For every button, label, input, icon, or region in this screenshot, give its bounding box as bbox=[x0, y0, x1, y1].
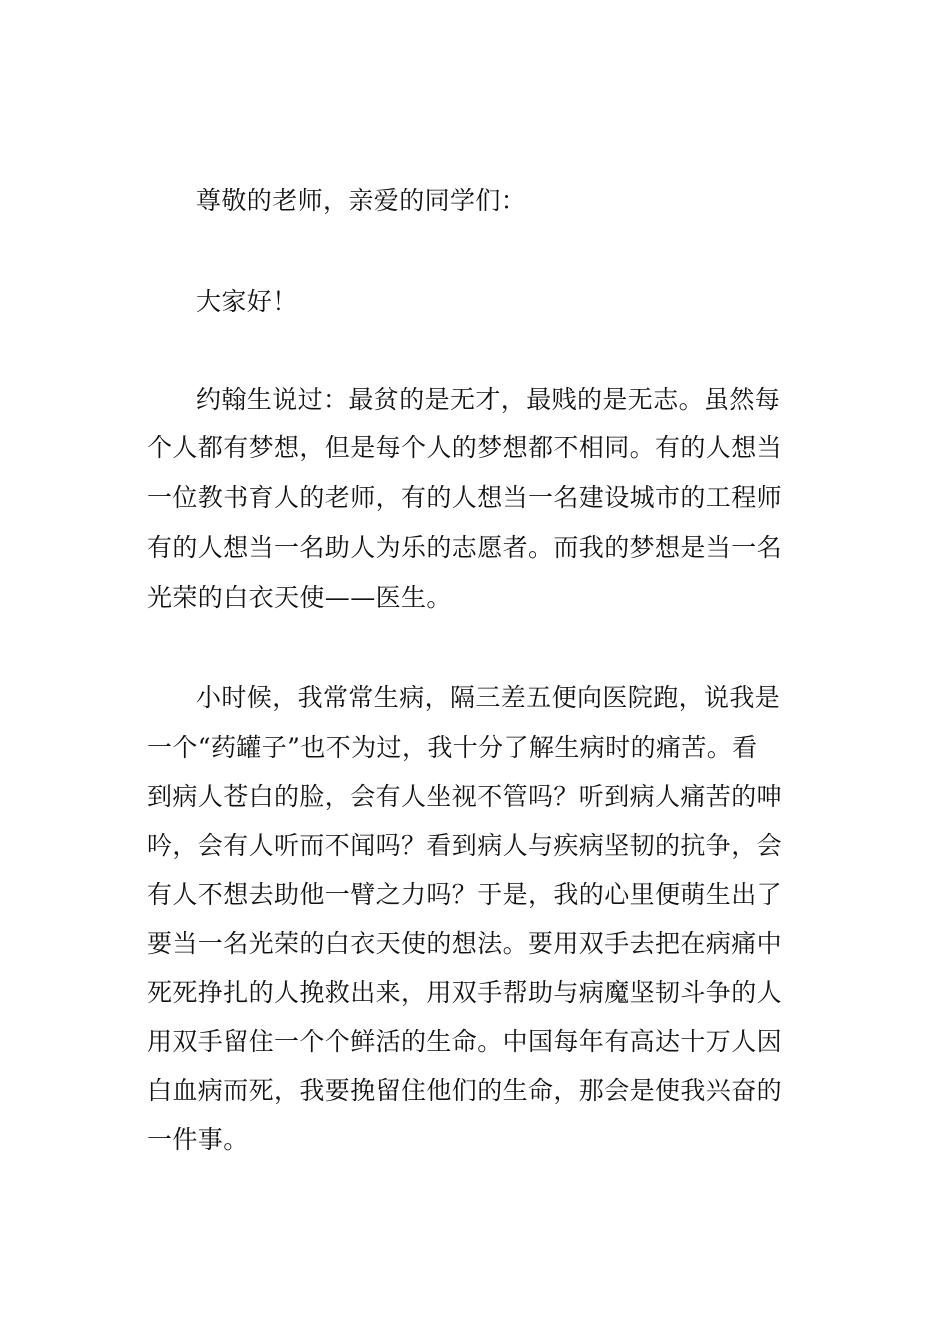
paragraph-2-line-8: 用双手留住一个个鲜活的生命。中国每年有高达十万人因 bbox=[147, 1027, 783, 1056]
paragraph-2-line-7: 死死挣扎的人挽救出来，用双手帮助与病魔坚韧斗争的人 bbox=[147, 978, 783, 1007]
paragraph-1-line-3: 一位教书育人的老师，有的人想当一名建设城市的工程师 bbox=[147, 483, 783, 512]
paragraph-2-line-5: 有人不想去助他一臂之力吗？于是，我的心里便萌生出了 bbox=[147, 880, 783, 909]
paragraph-1-line-1: 约翰生说过：最贫的是无才，最贱的是无志。虽然每 bbox=[196, 385, 781, 414]
paragraph-2-line-10: 一件事。 bbox=[147, 1125, 249, 1154]
salutation: 尊敬的老师，亲爱的同学们： bbox=[196, 186, 527, 215]
paragraph-2-line-4: 吟，会有人听而不闻吗？看到病人与疾病坚韧的抗争，会 bbox=[147, 831, 783, 860]
paragraph-2-line-6: 要当一名光荣的白衣天使的想法。要用双手去把在病痛中 bbox=[147, 929, 783, 958]
paragraph-2-line-2: 一个“药罐子”也不为过，我十分了解生病时的痛苦。看 bbox=[147, 733, 758, 762]
greeting: 大家好！ bbox=[196, 287, 298, 316]
paragraph-2-line-3: 到病人苍白的脸，会有人坐视不管吗？听到病人痛苦的呻 bbox=[147, 782, 783, 811]
paragraph-2-line-9: 白血病而死，我要挽留住他们的生命，那会是使我兴奋的 bbox=[147, 1076, 783, 1105]
paragraph-1-line-4: 有的人想当一名助人为乐的志愿者。而我的梦想是当一名 bbox=[147, 533, 783, 562]
paragraph-2-line-1: 小时候，我常常生病，隔三差五便向医院跑，说我是 bbox=[196, 683, 781, 712]
paragraph-1-line-2: 个人都有梦想，但是每个人的梦想都不相同。有的人想当 bbox=[147, 433, 783, 462]
paragraph-1-line-5: 光荣的白衣天使——医生。 bbox=[147, 583, 452, 612]
